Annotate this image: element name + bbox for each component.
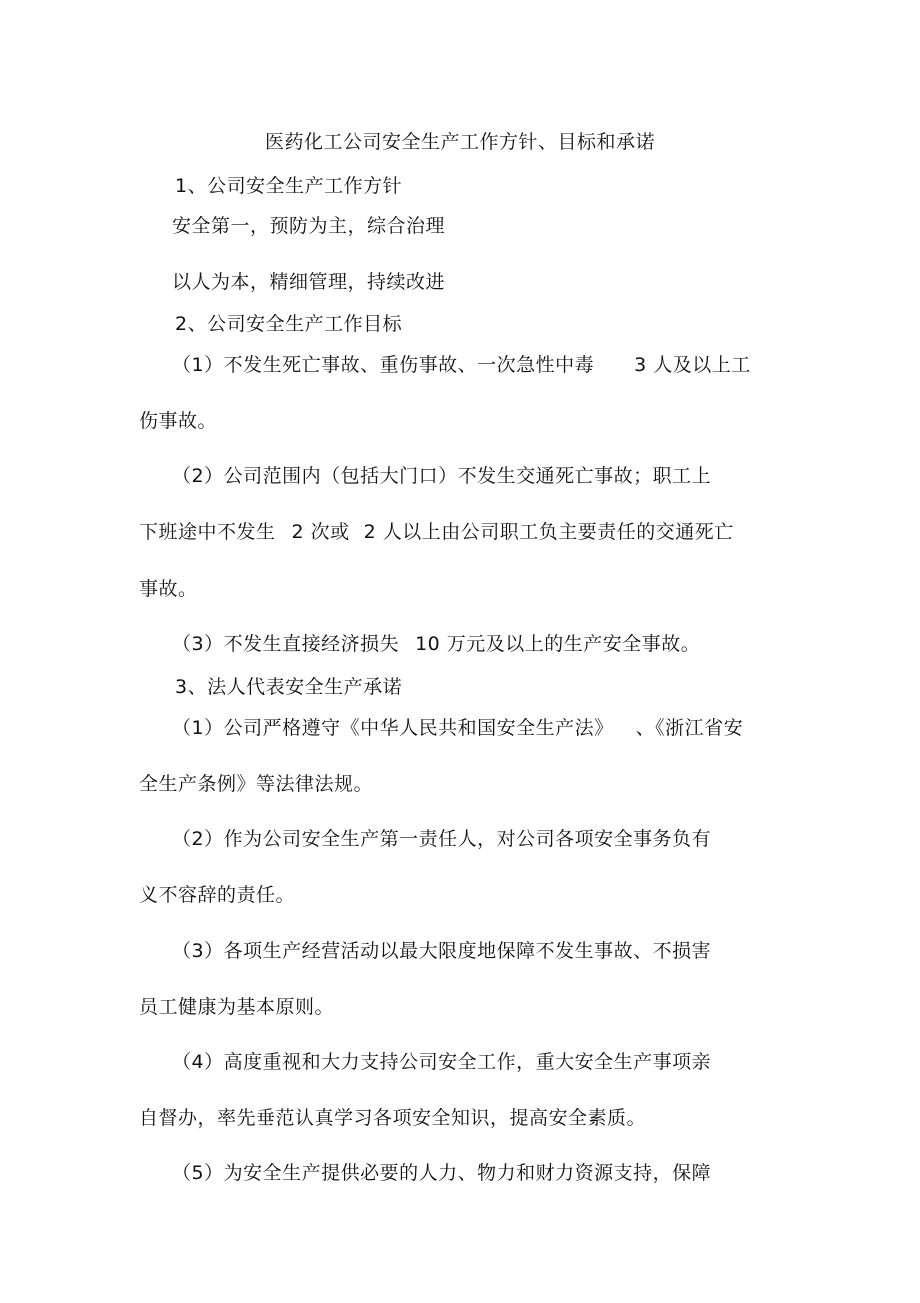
goal-1-line-1: [172, 353, 751, 377]
goal-2-line-1: （2）公司范围内（包括大门口）不发生交通死亡事故；职工上: [172, 465, 712, 487]
pledge-4-line-1: （4）高度重视和大力支持公司安全工作，重大安全生产事项亲: [172, 1051, 712, 1073]
pledge-2-line-2: 义不容辞的责任。: [139, 884, 296, 906]
goal-1-line-2: 伤事故。: [139, 410, 218, 432]
pledge-1-text-b: 、《浙江省安: [635, 717, 744, 739]
goal-1-text-a: （1）不发生死亡事故、重伤事故、一次急性中毒: [172, 354, 595, 376]
goal-3-text-a: （3）不发生直接经济损失: [172, 633, 400, 655]
section3-heading: 3、法人代表安全生产承诺: [175, 676, 403, 698]
goal-3-line-1: [172, 632, 700, 656]
goal-2-text-c: 2 人以上由公司职工负主要责任的交通死亡: [363, 521, 734, 543]
policy-line-2: 以人为本，精细管理，持续改进: [172, 271, 446, 293]
pledge-1-text-a: （1）公司严格遵守《中华人民共和国安全生产法》: [172, 717, 614, 739]
section1-heading: 1、公司安全生产工作方针: [175, 175, 403, 197]
section2-heading: 2、公司安全生产工作目标: [175, 313, 403, 335]
goal-2-line-2: [139, 520, 734, 544]
pledge-1-line-2: 全生产条例》等法律法规。: [139, 773, 374, 795]
document-title: 医药化工公司安全生产工作方针、目标和承诺: [264, 131, 655, 153]
pledge-3-line-1: （3）各项生产经营活动以最大限度地保障不发生事故、不损害: [172, 940, 712, 962]
goal-3-text-b: 10 万元及以上的生产安全事故。: [415, 633, 701, 655]
pledge-3-line-2: 员工健康为基本原则。: [139, 996, 335, 1018]
pledge-2-line-1: （2）作为公司安全生产第一责任人，对公司各项安全事务负有: [172, 828, 712, 850]
goal-2-text-a: 下班途中不发生: [139, 521, 276, 543]
goal-2-line-3: 事故。: [139, 578, 198, 600]
pledge-4-line-2: 自督办，率先垂范认真学习各项安全知识，提高安全素质。: [139, 1107, 647, 1129]
pledge-1-line-1: [172, 716, 743, 740]
goal-2-text-b: 2 次或: [291, 521, 350, 543]
pledge-5-line-1: （5）为安全生产提供必要的人力、物力和财力资源支持，保障: [172, 1162, 712, 1184]
goal-1-text-b: 3 人及以上工: [634, 354, 751, 376]
policy-line-1: 安全第一，预防为主，综合治理: [172, 215, 446, 237]
